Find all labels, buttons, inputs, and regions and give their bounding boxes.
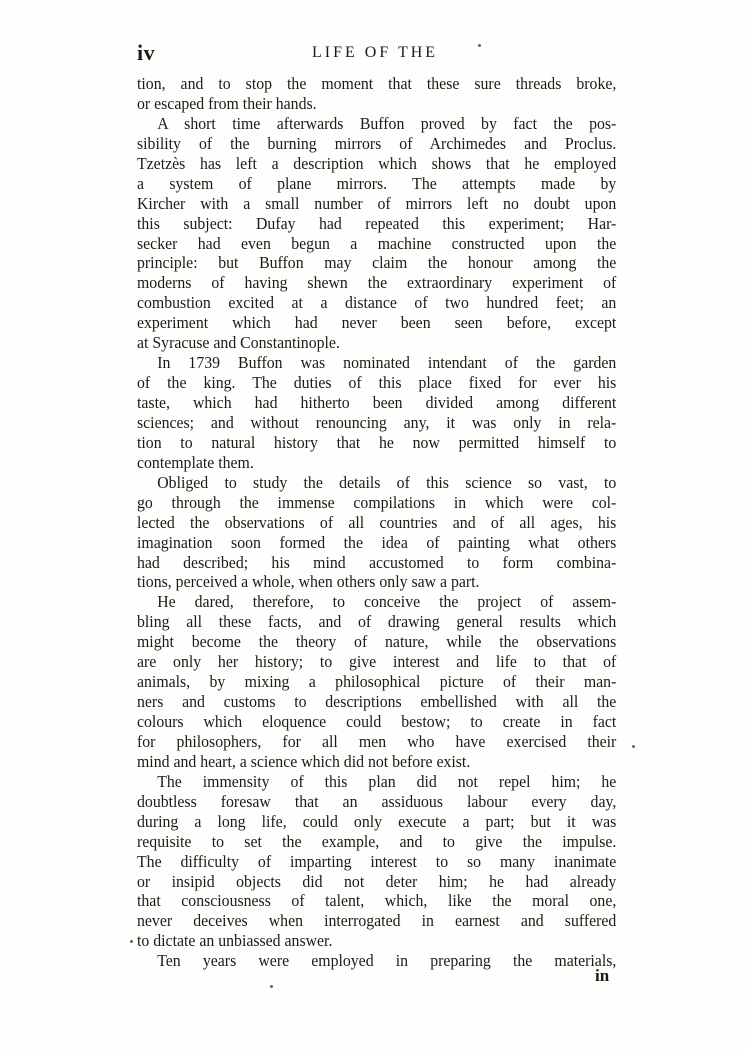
- text-line: The immensity of this plan did not repel him; he: [157, 771, 617, 791]
- catchword: in: [595, 966, 610, 985]
- text-line: requisite to set the example, and to give the impulse.: [137, 831, 617, 851]
- text-line: contemplate them.: [137, 452, 254, 472]
- text-line: doubtless foresaw that an assiduous labour every day,: [137, 791, 617, 811]
- text-line: He dared, therefore, to conceive the project of assem-: [157, 592, 617, 612]
- running-title: LIFE OF THE: [312, 44, 439, 61]
- text-line: a system of plane mirrors. The attempts made by: [137, 173, 617, 193]
- text-line: principle: but Buffon may claim the honour among the: [137, 253, 617, 273]
- text-line: for philosophers, for all men who have exercised their: [137, 731, 617, 751]
- text-line: colours which eloquence could bestow; to create in fact: [137, 712, 617, 731]
- text-line: imagination soon formed the idea of painting what others: [137, 532, 617, 552]
- text-line: mind and heart, a science which did not before exist.: [137, 751, 471, 771]
- print-speck: [130, 940, 133, 943]
- text-line: sciences; and without renouncing any, it was only in rela-: [137, 412, 617, 432]
- text-line: tion, and to stop the moment that these sure threads broke,: [137, 74, 617, 93]
- text-line: ners and customs to descriptions embellished with all the: [137, 692, 617, 712]
- text-line: of the king. The duties of this place fixed for ever his: [137, 373, 617, 393]
- text-line: combustion excited at a distance of two hundred feet; an: [137, 293, 617, 313]
- print-speck: [270, 985, 273, 988]
- text-line: Obliged to study the details of this science so vast, to: [157, 472, 617, 492]
- body-text: [137, 74, 617, 971]
- text-line: during a long life, could only execute a part; but it was: [137, 811, 617, 831]
- text-line: tion to natural history that he now permitted himself to: [137, 432, 617, 452]
- page-number: iv: [137, 40, 156, 65]
- text-line: Ten years were employed in preparing the materials,: [157, 951, 617, 971]
- text-line: sibility of the burning mirrors of Archimedes and Proclus.: [137, 133, 617, 153]
- text-line: The difficulty of imparting interest to so many inanimate: [137, 851, 617, 871]
- text-line: that consciousness of talent, which, like the moral one,: [137, 891, 617, 911]
- text-line: or escaped from their hands.: [137, 93, 317, 113]
- text-line: moderns of having shewn the extraordinary experiment of: [137, 273, 617, 293]
- running-header: [137, 40, 617, 68]
- text-line: bling all these facts, and of drawing general results which: [137, 612, 617, 632]
- text-line: might become the theory of nature, while the observations: [137, 632, 617, 652]
- text-line: In 1739 Buffon was nominated intendant of the garden: [157, 353, 617, 373]
- text-line: at Syracuse and Constantinople.: [137, 333, 340, 353]
- print-speck: [478, 44, 481, 47]
- text-line: never deceives when interrogated in earnest and suffered: [137, 911, 617, 931]
- print-speck: [632, 745, 635, 748]
- text-line: Kircher with a small number of mirrors left no doubt upon: [137, 193, 617, 213]
- text-line: this subject: Dufay had repeated this experiment; Har-: [137, 213, 617, 233]
- text-line: go through the immense compilations in which were col-: [137, 492, 617, 512]
- text-line: or insipid objects did not deter him; he had already: [137, 871, 617, 891]
- text-line: lected the observations of all countries and of all ages, his: [137, 512, 617, 532]
- text-line: taste, which had hitherto been divided among different: [137, 393, 617, 412]
- text-line: are only her history; to give interest and life to that of: [137, 652, 617, 672]
- text-line: to dictate an unbiassed answer.: [137, 931, 333, 951]
- text-line: experiment which had never been seen before, except: [137, 313, 617, 333]
- text-line: A short time afterwards Buffon proved by fact the pos-: [157, 113, 617, 133]
- text-line: secker had even begun a machine constructed upon the: [137, 233, 617, 253]
- text-line: tions, perceived a whole, when others only saw a part.: [137, 572, 480, 592]
- text-line: had described; his mind accustomed to form combina-: [137, 552, 617, 572]
- text-line: Tzetzès has left a description which shows that he employed: [137, 153, 617, 173]
- text-line: animals, by mixing a philosophical picture of their man-: [137, 672, 617, 692]
